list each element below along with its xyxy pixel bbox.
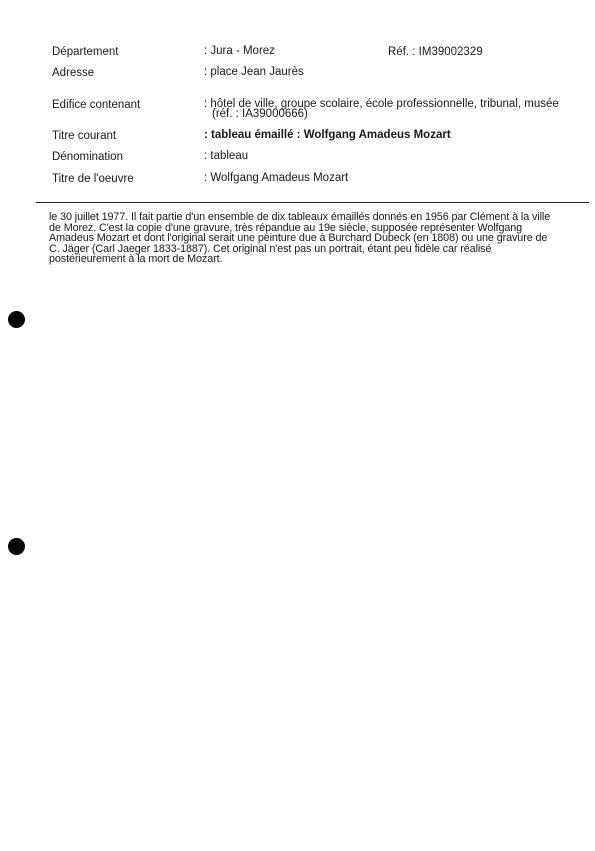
field-value-line: (réf. : IA39000666) [212, 108, 308, 120]
field-value: : Wolfgang Amadeus Mozart [204, 172, 349, 184]
paragraph-line: postérieurement à la mort de Mozart. [49, 253, 223, 266]
field-label: Titre courant [52, 130, 117, 142]
field-value: : tableau émaillé : Wolfgang Amadeus Mozart [204, 129, 451, 141]
field-label: Adresse [52, 67, 95, 79]
reference-number: Réf. : IM39002329 [388, 46, 483, 58]
paragraph-line: Amadeus Mozart et dont l'original serait une peinture due à Burchard Dubeck (en 1808) ou une gravure de [49, 232, 548, 245]
field-value-line: : hôtel de ville, groupe scolaire, école professionnelle, tribunal, musée [204, 98, 559, 110]
field-value: : tableau [204, 150, 249, 162]
field-label: Dénomination [52, 151, 123, 163]
field-value [204, 98, 559, 120]
punch-hole [8, 538, 25, 555]
paragraph-line: C. Jäger (Carl Jaeger 1833-1887). Cet original n'est pas un portrait, étant peu fidèle car réalisé [49, 242, 492, 255]
punch-hole [8, 311, 25, 328]
field-label: Edifice contenant [52, 99, 141, 111]
description-paragraph [49, 212, 569, 265]
paragraph-line: de Morez. C'est la copie d'une gravure, très répandue au 19e siècle, supposée représenter Wolfgang [49, 221, 523, 234]
field-value: : Jura - Morez [204, 45, 275, 57]
field-label: Département [52, 46, 119, 58]
paragraph-line: le 30 juillet 1977. Il fait partie d'un ensemble de dix tableaux émaillés donnés en 1956 par Clément à la ville [49, 211, 551, 223]
divider [36, 202, 589, 203]
field-label: Titre de l'oeuvre [52, 173, 134, 185]
field-value: : place Jean Jaurès [204, 66, 304, 78]
